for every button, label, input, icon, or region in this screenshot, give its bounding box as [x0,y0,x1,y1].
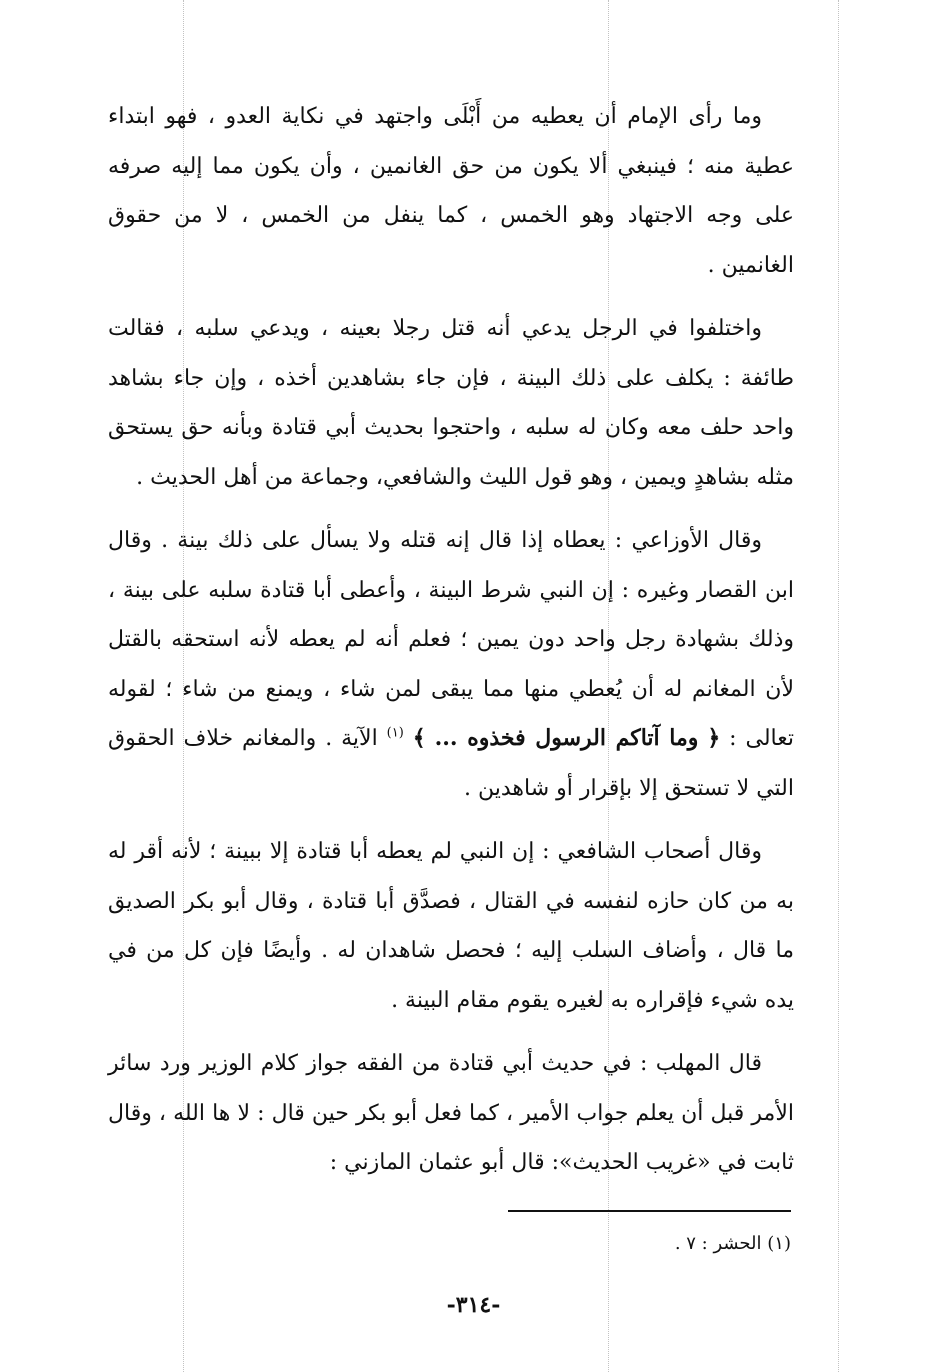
paragraph: قال المهلب : في حديث أبي قتادة من الفقه جواز كلام الوزير ورد سائر الأمر قبل أن يعلم جواب الأمير ، كما فعل أبو بكر حين قال : لا ها الله ، وقال ثابت في «غريب الحديث»: قال أبو عثمان المازني : [108,1051,794,1175]
footnote: (١) الحشر : ٧ . [674,1233,791,1254]
quran-bracket-open: ﴿ [707,725,721,751]
quran-verse: وما آتاكم الرسول فخذوه ... [434,725,699,751]
footnote-reference[interactable]: (١) [386,725,404,741]
paragraph: وقال أصحاب الشافعي : إن النبي لم يعطه أبا قتادة إلا ببينة ؛ لأنه أقر له به من كان حازه لنفسه في القتال ، فصدَّق أبا قتادة ، وقال أبو بكر الصديق ما قال ، وأضاف السلب إليه ؛ فحصل شاهدان له . وأيضًا فإن كل من في يده شيء فإقراره به لغيره يقوم مقام البينة . [108,839,794,1013]
paragraph: وما رأى الإمام أن يعطيه من أَبْلَى واجتهد في نكاية العدو ، فهو ابتداء عطية منه ؛ فينبغي ألا يكون من حق الغانمين ، وأن يكون مما إليه صرفه على وجه الاجتهاد وهو الخمس ، كما ينفل من الخمس ، لا من حقوق الغانمين . [108,104,794,278]
page-number: -٣١٤- [446,1292,501,1318]
paragraph [108,516,794,813]
paragraph-text: الآية . والمغانم خلاف الحقوق التي لا تستحق إلا بإقرار أو شاهدين . [108,726,794,801]
scan-artifact-line [838,0,839,1372]
paragraph: واختلفوا في الرجل يدعي أنه قتل رجلا بعينه ، ويدعي سلبه ، فقالت طائفة : يكلف على ذلك البينة ، فإن جاء بشاهدين أخذه ، وإن جاء بشاهد واحد حلف معه وكان له سلبه ، واحتجوا بحديث أبي قتادة وبأنه حق يستحق مثله بشاهدٍ ويمين ، وهو قول الليث والشافعي، وجماعة من أهل الحديث . [108,316,795,490]
paragraph-text: وقال الأوزاعي : يعطاه إذا قال إنه قتله ولا يسأل على ذلك بينة . وقال ابن القصار وغيره : إن النبي شرط البينة ، وأعطى أبا قتادة سلبه على بينة ، وذلك بشهادة رجل واحد دون يمين ؛ فعلم أنه لم يعطه لأنه استحقه بالقتل لأن المغانم له أن يُعطي منها مما يبقى لمن شاء ، ويمنع من شاء ؛ لقوله تعالى : [108,528,794,751]
footnote-divider [508,1210,791,1212]
body-text [108,92,794,1202]
quran-bracket-close: ﴾ [412,725,426,751]
